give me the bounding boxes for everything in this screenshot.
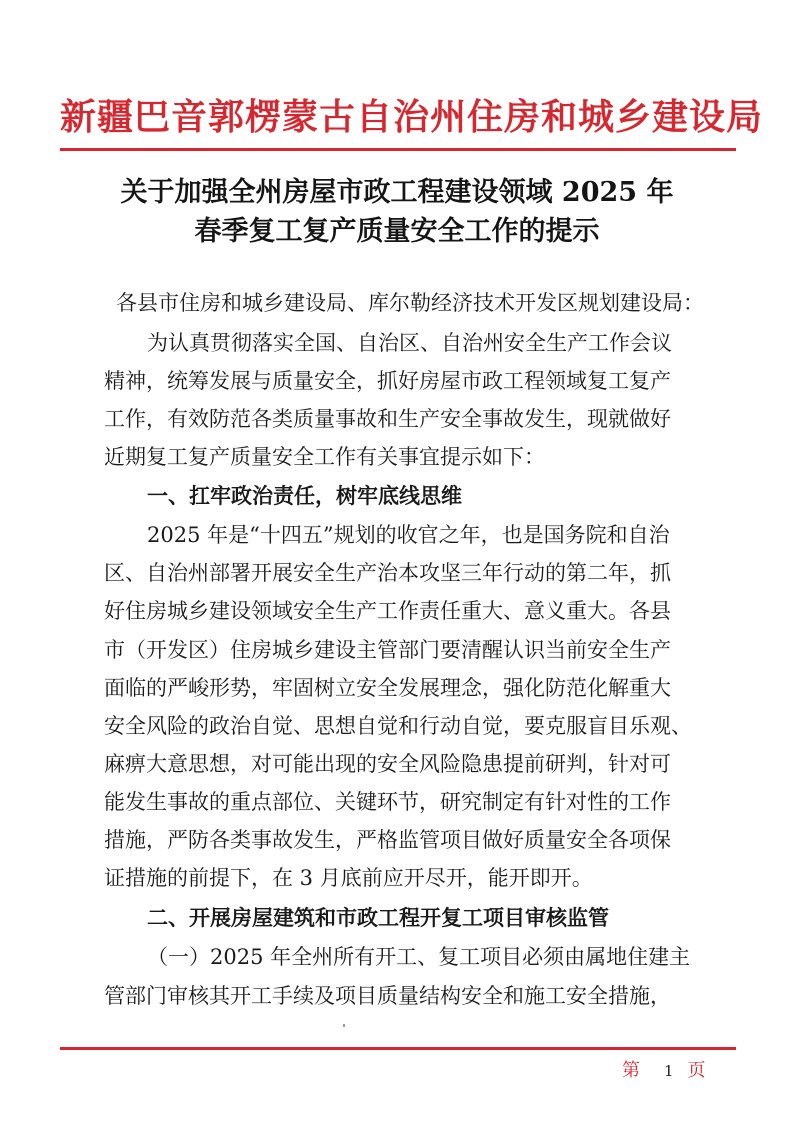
salutation: 各县市住房和城乡建设局、库尔勒经济技术开发区规划建设局： bbox=[116, 291, 704, 315]
footer-red-rule bbox=[60, 1047, 736, 1050]
page-number-value: 1 bbox=[664, 1062, 674, 1080]
body-line: 管部门审核其开工手续及项目质量结构安全和施工安全措施， bbox=[104, 984, 671, 1008]
body-line: 市（开发区）住房城乡建设主管部门要清醒认识当前安全生产 bbox=[104, 638, 671, 662]
body-line: 区、自治州部署开展安全生产治本攻坚三年行动的第二年，抓 bbox=[104, 561, 671, 585]
body-line: 近期复工复产质量安全工作有关事宜提示如下： bbox=[104, 445, 545, 469]
body-line: 精神，统筹发展与质量安全，抓好房屋市政工程领域复工复产 bbox=[104, 369, 671, 393]
body-line: 安全风险的政治自觉、思想自觉和行动自觉，要克服盲目乐观、 bbox=[104, 714, 692, 738]
body-line: 工作，有效防范各类质量事故和生产安全事故发生，现就做好 bbox=[104, 407, 671, 431]
body-line: 面临的严峻形势，牢固树立安全发展理念，强化防范化解重大 bbox=[104, 676, 671, 700]
document-title-line-2: 春季复工复产质量安全工作的提示 bbox=[194, 216, 600, 247]
page-suffix: 页 bbox=[687, 1060, 706, 1081]
document-title-line-1: 关于加强全州房屋市政工程建设领域 2025 年 bbox=[120, 177, 674, 208]
body-line: 证措施的前提下，在 3 月底前应开尽开，能开即开。 bbox=[104, 866, 593, 890]
issuing-authority-header: 新疆巴音郭楞蒙古自治州住房和城乡建设局 bbox=[60, 96, 764, 138]
body-line: 2025 年是“十四五”规划的收官之年，也是国务院和自治 bbox=[147, 523, 670, 547]
body-line: 能发生事故的重点部位、关键环节，研究制定有针对性的工作 bbox=[104, 790, 671, 814]
body-line: 措施，严防各类事故发生，严格监管项目做好质量安全各项保 bbox=[104, 828, 671, 852]
body-line: （一）2025 年全州所有开工、复工项目必须由属地住建主 bbox=[147, 945, 691, 969]
body-line: 麻痹大意思想，对可能出现的安全风险隐患提前研判，针对可 bbox=[104, 752, 671, 776]
body-line: 好住房城乡建设领域安全生产工作责任重大、意义重大。各县 bbox=[104, 599, 671, 623]
page-prefix: 第 bbox=[622, 1060, 640, 1081]
section-heading-2: 二、开展房屋建筑和市政工程开复工项目审核监管 bbox=[147, 905, 609, 930]
section-heading-1: 一、扛牢政治责任，树牢底线思维 bbox=[147, 483, 462, 508]
scan-speck bbox=[343, 1024, 345, 1027]
body-line: 为认真贯彻落实全国、自治区、自治州安全生产工作会议 bbox=[147, 331, 672, 355]
header-red-rule bbox=[60, 148, 736, 151]
page-number bbox=[622, 1059, 706, 1083]
